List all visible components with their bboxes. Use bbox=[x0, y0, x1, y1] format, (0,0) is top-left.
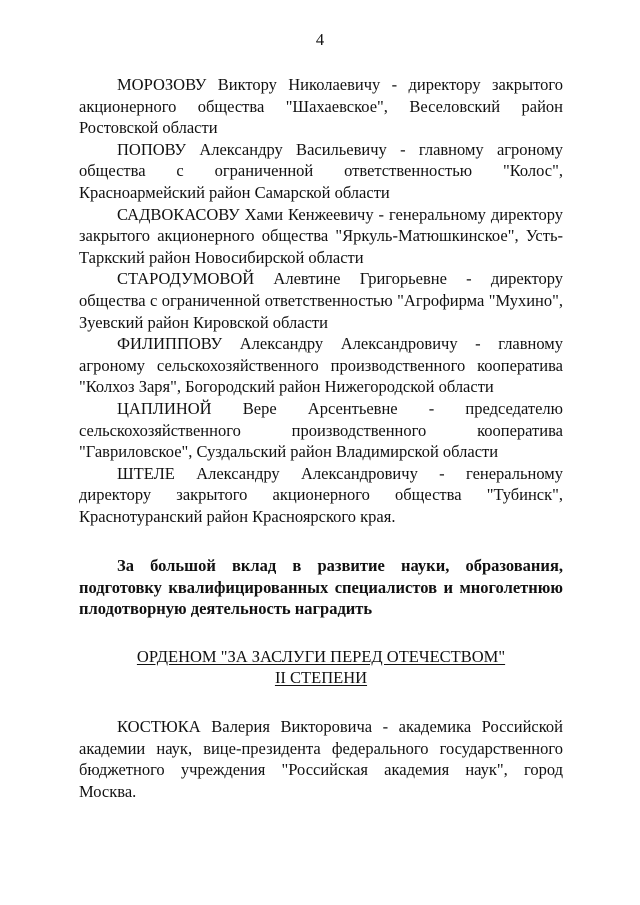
person-name: СТАРОДУМОВОЙ Алевтине Григорьевне bbox=[117, 269, 447, 289]
person-name: МОРОЗОВУ Виктору Николаевичу bbox=[117, 75, 381, 94]
person-position: - директору общества с ограниченной ответственностью "Агрофирма "Мухино", Зуевский район Кировской области bbox=[79, 269, 563, 332]
person-name: КОСТЮКА Валерия Викторовича bbox=[117, 716, 373, 736]
award-entry bbox=[79, 716, 563, 802]
award-entry bbox=[79, 139, 563, 204]
document-body bbox=[79, 74, 563, 802]
person-position: - генеральному директору закрытого акционерного общества "Яркуль-Матюшкинское", Усть-Таркский район Новосибирской области bbox=[79, 204, 563, 267]
person-position: - главному агроному сельскохозяйственного производственного кооператива "Колхоз Заря", Богородский район Нижегородской области bbox=[79, 334, 563, 397]
person-position: - директору закрытого акционерного общества "Шахаевское", Веселовский район Ростовской области bbox=[79, 75, 563, 138]
order-title-line2: II СТЕПЕНИ bbox=[274, 668, 368, 688]
person-position: - председателю сельскохозяйственного производственного кооператива "Гавриловское", Суздальский район Владимирской области bbox=[79, 398, 563, 462]
person-name: ЦАПЛИНОЙ Вере Арсентьевне bbox=[117, 398, 398, 418]
decree-statement: За большой вклад в развитие науки, образования, подготовку квалифицированных специалистов и многолетнюю плодотворную деятельность наградить bbox=[79, 556, 563, 619]
person-name: ШТЕЛЕ Александру Александровичу bbox=[117, 463, 418, 483]
person-name: САДВОКАСОВУ Хами Кенжеевичу bbox=[117, 204, 374, 224]
person-name: ФИЛИППОВУ Александру Александровичу bbox=[117, 334, 458, 354]
person-name: ПОПОВУ Александру Васильевичу bbox=[117, 139, 387, 159]
award-entry bbox=[79, 268, 563, 333]
award-entry bbox=[79, 398, 563, 463]
page-number: 4 bbox=[315, 30, 325, 49]
award-entry bbox=[79, 204, 563, 269]
person-position: - академика Российской академии наук, вице-президента федерального государственного бюджетного учреждения "Российская академия наук", город Москва. bbox=[79, 716, 563, 801]
order-title bbox=[79, 646, 563, 689]
order-title-line1: ОРДЕНОМ "ЗА ЗАСЛУГИ ПЕРЕД ОТЕЧЕСТВОМ" bbox=[136, 646, 506, 666]
award-entry bbox=[79, 333, 563, 398]
award-entry bbox=[79, 463, 563, 528]
person-position: - главному агроному общества с ограниченной ответственностью "Колос", Красноармейский район Самарской области bbox=[79, 139, 563, 202]
award-entry bbox=[79, 74, 563, 139]
person-position: - генеральному директору закрытого акционерного общества "Тубинск", Краснотуранский район Красноярского края. bbox=[79, 463, 563, 526]
